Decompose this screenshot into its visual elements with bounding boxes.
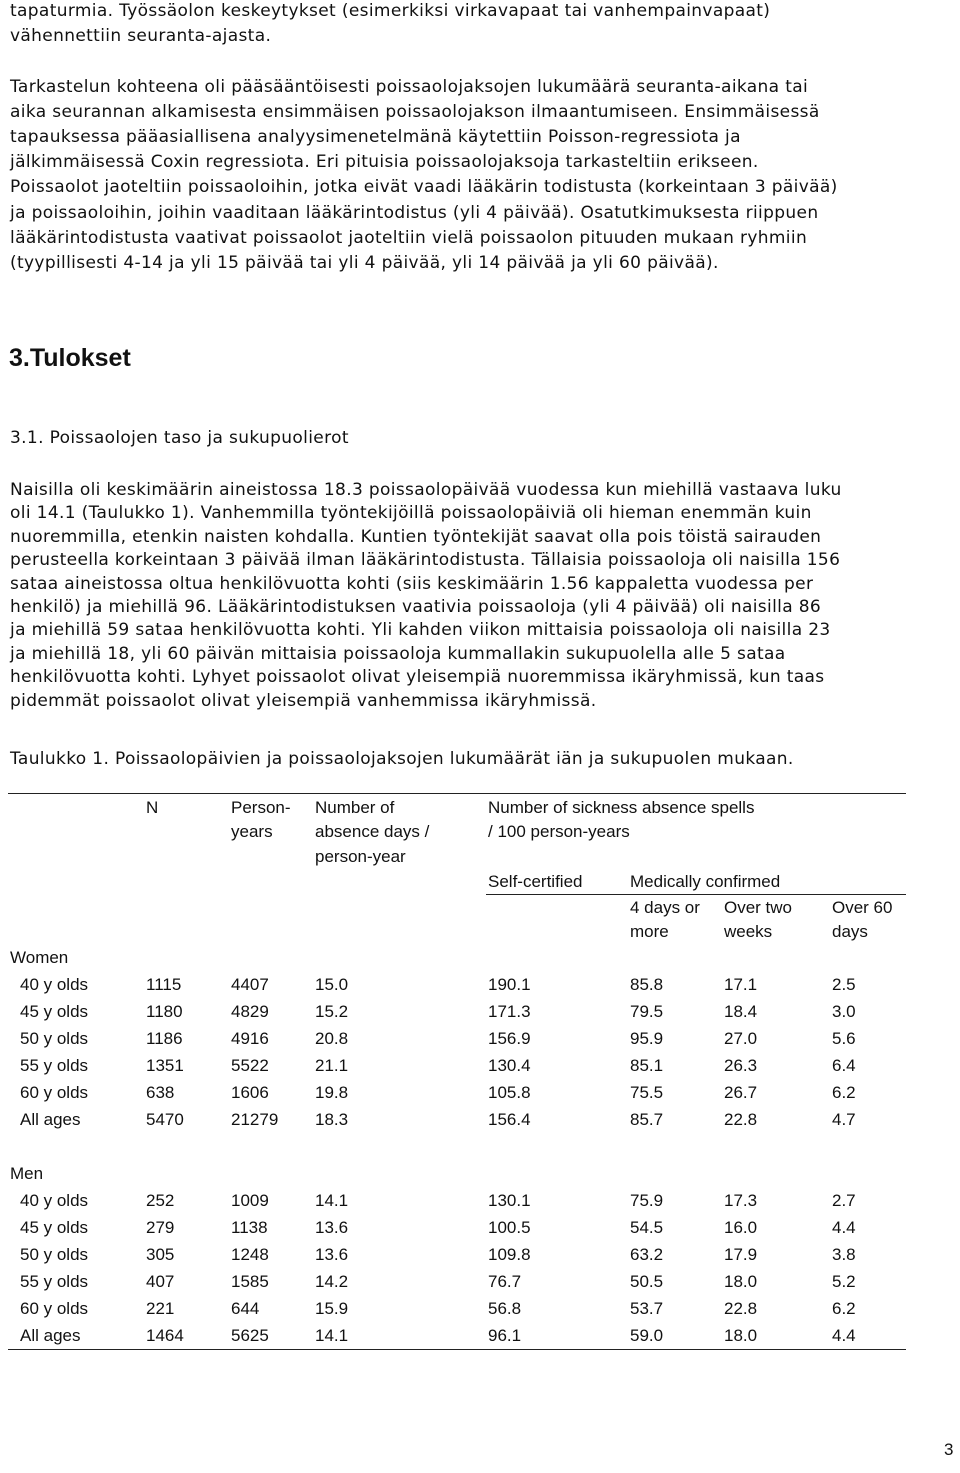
table-cell: 13.6 (315, 1218, 349, 1237)
group-label: Women (10, 948, 69, 967)
table-cell: 21.1 (315, 1056, 349, 1075)
table-cell: 6.2 (832, 1083, 856, 1102)
text-line: sataa aineistossa oltua henkilövuotta kohti (siis keskimäärin 1.56 kappaletta vuodessa per (10, 573, 814, 594)
table-cell: 5522 (231, 1056, 269, 1075)
table-top-rule (8, 793, 906, 794)
table-cell: 76.7 (488, 1272, 522, 1291)
text-line: aika seurannan alkamisesta ensimmäisen poissaolojakson ilmaantumiseen. Ensimmäisessä (10, 101, 820, 122)
table-cell: 4916 (231, 1029, 269, 1048)
table-cell: 130.4 (488, 1056, 531, 1075)
text-line: Poissaolot jaoteltiin poissaoloihin, jotka eivät vaadi lääkärin todistusta (korkeintaan 3 päivää) (10, 177, 838, 198)
table-cell: 3.0 (832, 1002, 856, 1021)
header-over-sixty-1: Over 60 (832, 898, 893, 917)
table-cell: 6.4 (832, 1056, 856, 1075)
text-line: tapaturmia. Työssäolon keskeytykset (esimerkiksi virkavapaat tai vanhempainvapaat) (10, 1, 771, 21)
table-cell: 15.2 (315, 1002, 349, 1021)
table-cell: 156.4 (488, 1110, 531, 1129)
table-cell: 1009 (231, 1191, 269, 1210)
table-cell: 13.6 (315, 1245, 349, 1264)
row-label: 45 y olds (20, 1218, 89, 1237)
table-cell: 1186 (146, 1029, 183, 1048)
table-cell: 638 (146, 1083, 175, 1102)
table-cell: 190.1 (488, 975, 531, 994)
table-cell: 130.1 (488, 1191, 531, 1210)
table-cell: 1115 (146, 975, 182, 994)
table-cell: 171.3 (488, 1002, 531, 1021)
text-line: henkilö) ja miehillä 96. Lääkärintodistuksen vaativia poissaoloja (yli 4 päivää) oli naisilla 86 (10, 597, 822, 617)
table-cell: 1248 (231, 1245, 269, 1264)
table-cell: 5625 (231, 1326, 269, 1345)
table-cell: 96.1 (488, 1326, 522, 1345)
table-cell: 4829 (231, 1002, 269, 1021)
text-line: henkilövuotta kohti. Lyhyet poissaolot olivat yleisempiä nuoremmissa ikäryhmissä, kun taas (10, 667, 825, 688)
table-cell: 17.1 (724, 975, 758, 994)
text-line: vähennettiin seuranta-ajasta. (10, 26, 272, 47)
table-cell: 644 (231, 1299, 260, 1318)
table-cell: 50.5 (630, 1272, 664, 1291)
text-line: pidemmät poissaolot olivat yleisempiä vanhemmissa ikäryhmissä. (10, 690, 597, 711)
table-cell: 18.0 (724, 1272, 758, 1291)
row-label: 55 y olds (20, 1272, 89, 1291)
text-line: ja miehillä 59 sataa henkilövuotta kohti. Yli kahden viikon mittaisia poissaoloja oli naisilla 23 (10, 620, 831, 641)
header-over-two-1: Over two (724, 898, 793, 917)
table-cell: 18.0 (724, 1326, 758, 1345)
header-over-sixty-2: days (832, 922, 868, 941)
table-cell: 100.5 (488, 1218, 531, 1237)
table-cell: 85.8 (630, 975, 664, 994)
row-label: 50 y olds (20, 1245, 89, 1264)
row-label: All ages (20, 1110, 81, 1129)
header-spells-1: Number of sickness absence spells (488, 798, 755, 817)
table-cell: 53.7 (630, 1299, 664, 1318)
row-label: 45 y olds (20, 1002, 89, 1021)
table-cell: 221 (146, 1299, 175, 1318)
table-cell: 6.2 (832, 1299, 856, 1318)
header-self-certified: Self-certified (488, 872, 583, 891)
table-cell: 1585 (231, 1272, 269, 1291)
table-cell: 14.1 (315, 1191, 349, 1210)
table-bottom-rule (8, 1349, 906, 1350)
table-cell: 63.2 (630, 1245, 664, 1264)
table-cell: 18.4 (724, 1002, 758, 1021)
text-line: ja miehillä 18, yli 60 päivän mittaisia poissaoloja kummallakin sukupuolella alle 5 sataa (10, 643, 786, 664)
table-cell: 20.8 (315, 1029, 349, 1048)
table-header-rule (486, 894, 906, 895)
table-cell: 5470 (146, 1110, 184, 1129)
table-cell: 21279 (231, 1110, 279, 1129)
text-line: Naisilla oli keskimäärin aineistossa 18.3 poissaolopäivää vuodessa kun miehillä vastaava luku (10, 480, 842, 500)
text-line: lääkärintodistusta vaativat poissaolot jaoteltiin vielä poissaolon pituuden mukaan ryhmiin (10, 227, 808, 248)
table-cell: 109.8 (488, 1245, 531, 1264)
text-line: jälkimmäisessä Coxin regressiota. Eri pituisia poissaolojaksoja tarkasteltiin erikseen. (10, 152, 759, 173)
header-days-1: Number of (315, 798, 395, 817)
row-label: 50 y olds (20, 1029, 89, 1048)
row-label: All ages (20, 1326, 81, 1345)
table-cell: 15.0 (315, 975, 349, 994)
table-cell: 1351 (146, 1056, 184, 1075)
table-cell: 85.7 (630, 1110, 664, 1129)
table-cell: 3.8 (832, 1245, 856, 1264)
table-cell: 26.3 (724, 1056, 758, 1075)
text-line: ja poissaoloihin, joihin vaaditaan lääkärintodistus (yli 4 päivää). Osatutkimuksesta riippuen (10, 202, 819, 223)
text-line: (tyypillisesti 4-14 ja yli 15 päivää tai yli 4 päivää, yli 14 päivää ja yli 60 päivää). (10, 253, 719, 273)
group-label: Men (10, 1164, 44, 1183)
table-cell: 59.0 (630, 1326, 664, 1345)
text-line: Tarkastelun kohteena oli pääsääntöisesti poissaolojaksojen lukumäärä seuranta-aikana tai (10, 76, 809, 97)
table-cell: 407 (146, 1272, 175, 1291)
table-cell: 15.9 (315, 1299, 349, 1318)
table-cell: 5.6 (832, 1029, 856, 1048)
table-cell: 79.5 (630, 1002, 664, 1021)
text-line: oli 14.1 (Taulukko 1). Vanhemmilla työntekijöillä poissaolopäiviä oli hieman enemmän kuin (10, 503, 812, 524)
table-cell: 1464 (146, 1326, 184, 1345)
header-days-2: absence days / (315, 822, 430, 841)
table-caption: Taulukko 1. Poissaolopäivien ja poissaolojaksojen lukumäärät iän ja sukupuolen mukaan. (10, 749, 794, 769)
table-cell: 252 (146, 1191, 175, 1210)
table-cell: 54.5 (630, 1218, 664, 1237)
row-label: 40 y olds (20, 1191, 89, 1210)
table-cell: 4407 (231, 975, 269, 994)
table-cell: 305 (146, 1245, 175, 1264)
table-cell: 27.0 (724, 1029, 758, 1048)
table-cell: 156.9 (488, 1029, 531, 1048)
row-label: 55 y olds (20, 1056, 89, 1075)
table-cell: 75.5 (630, 1083, 664, 1102)
table-cell: 17.3 (724, 1191, 758, 1210)
header-4-days-1: 4 days or (630, 898, 700, 917)
row-label: 60 y olds (20, 1299, 89, 1318)
header-over-two-2: weeks (724, 922, 773, 941)
header-4-days-2: more (630, 922, 669, 941)
text-line: perusteella korkeintaan 3 päivää ilman lääkärintodistusta. Tällaisia poissaoloja oli naisilla 156 (10, 550, 841, 571)
table-cell: 14.2 (315, 1272, 349, 1291)
subsection-heading: 3.1. Poissaolojen taso ja sukupuolierot (10, 428, 349, 448)
table-cell: 22.8 (724, 1110, 758, 1129)
table-cell: 19.8 (315, 1083, 349, 1102)
table-cell: 26.7 (724, 1083, 758, 1102)
table-cell: 4.7 (832, 1110, 856, 1129)
table-cell: 14.1 (315, 1326, 349, 1345)
table-cell: 56.8 (488, 1299, 522, 1318)
table-cell: 279 (146, 1218, 175, 1237)
row-label: 40 y olds (20, 975, 89, 994)
table-cell: 17.9 (724, 1245, 758, 1264)
table-cell: 4.4 (832, 1326, 856, 1345)
table-cell: 4.4 (832, 1218, 856, 1237)
table-cell: 105.8 (488, 1083, 531, 1102)
table-cell: 2.7 (832, 1191, 856, 1210)
header-person-years-1: Person- (231, 798, 291, 817)
header-spells-2: / 100 person-years (488, 822, 630, 841)
header-medically-confirmed: Medically confirmed (630, 872, 781, 891)
header-person-years-2: years (231, 822, 273, 841)
section-heading: 3.Tulokset (9, 344, 131, 372)
table-cell: 2.5 (832, 975, 856, 994)
row-label: 60 y olds (20, 1083, 89, 1102)
table-cell: 85.1 (630, 1056, 664, 1075)
table-cell: 1180 (146, 1002, 183, 1021)
table-cell: 22.8 (724, 1299, 758, 1318)
text-line: nuoremmilla, etenkin naisten kohdalla. Kuntien työntekijät saavat olla pois töistä sairauden (10, 526, 822, 547)
text-line: tapauksessa pääasiallisena analyysimenetelmänä käytettiin Poisson-regressiota ja (10, 127, 741, 147)
table-cell: 1138 (231, 1218, 268, 1237)
table-cell: 18.3 (315, 1110, 349, 1129)
header-days-3: person-year (315, 847, 406, 866)
table-cell: 5.2 (832, 1272, 856, 1291)
table-cell: 95.9 (630, 1029, 664, 1048)
table-cell: 16.0 (724, 1218, 758, 1237)
page-number: 3 (944, 1440, 954, 1459)
table-cell: 1606 (231, 1083, 269, 1102)
table-cell: 75.9 (630, 1191, 664, 1210)
header-n: N (146, 798, 159, 817)
